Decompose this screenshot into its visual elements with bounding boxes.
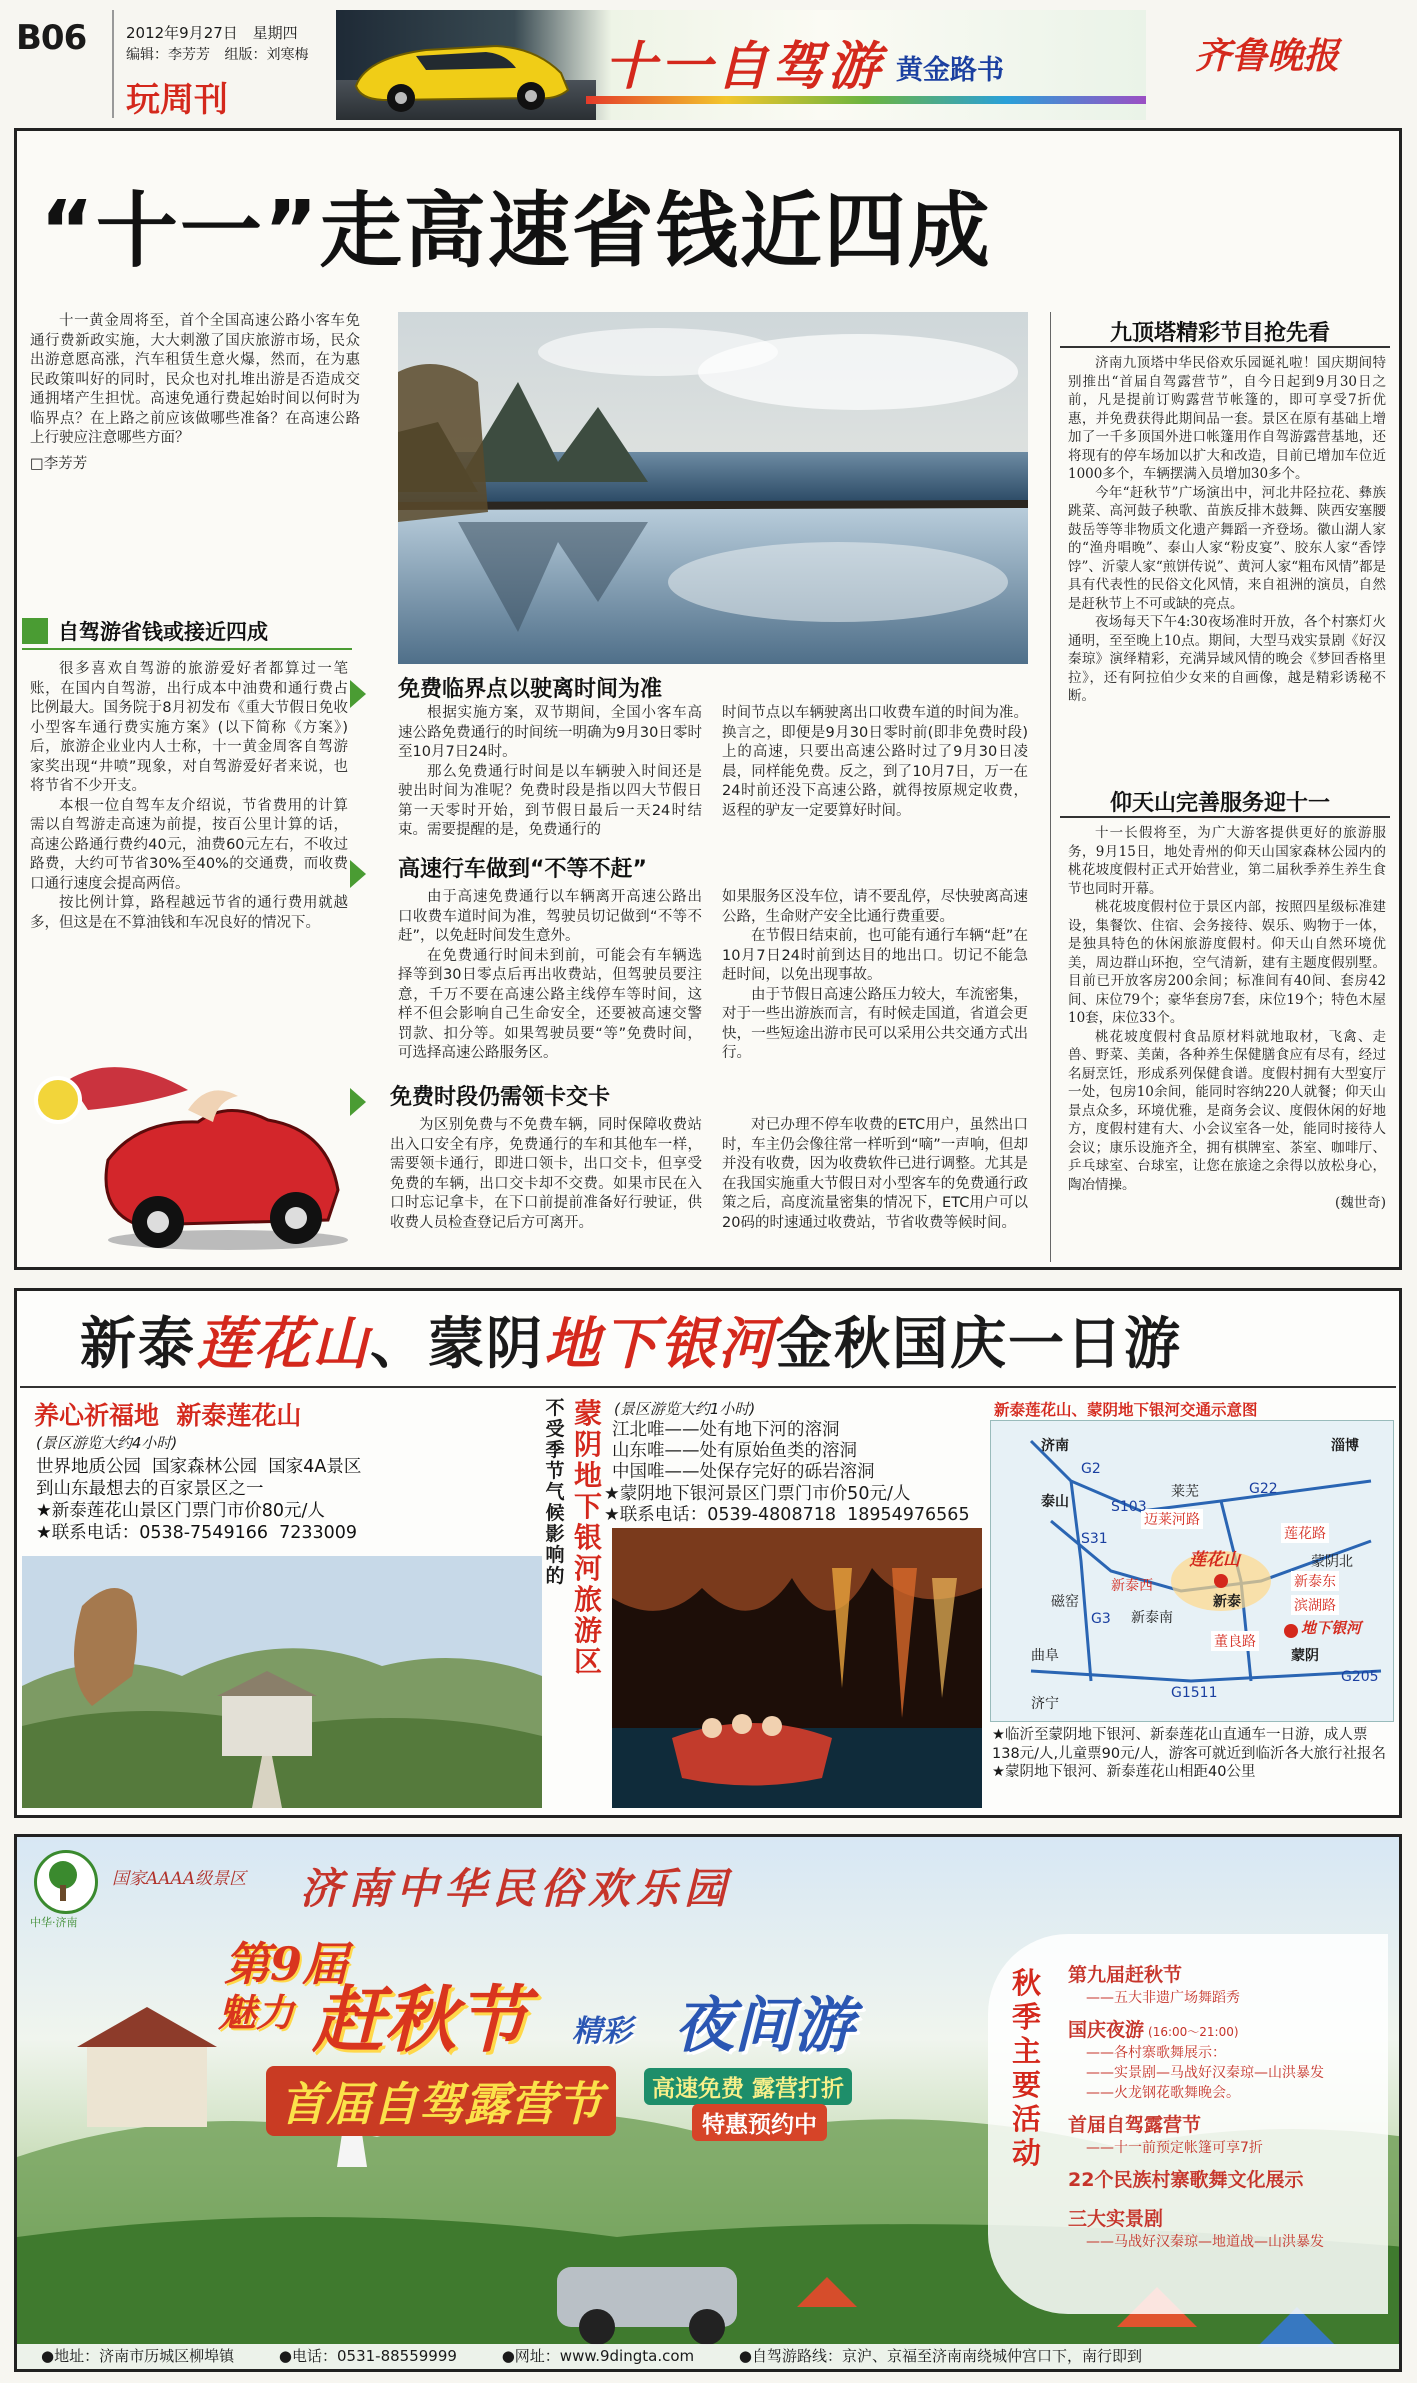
season-vertical <box>1012 1966 1044 2170</box>
layout-editor: 组版：刘寒梅 <box>224 47 309 63</box>
footer-phone: 电话：0531-88559999 <box>291 2347 457 2365</box>
season-vertical-text: 秋季主要活动 <box>1012 1966 1042 2170</box>
date: 2012年9月27日 <box>126 24 238 42</box>
event-5-sub: ——马战好汉秦琼—地道战—山洪暴发 <box>1086 2234 1324 2250</box>
footer-address-icon: ● <box>41 2347 55 2365</box>
sports-car-icon <box>346 28 576 114</box>
camping-festival: 首届自驾露营节 <box>266 2066 616 2136</box>
article-headline: “十一”走高速省钱近四成 <box>40 184 992 279</box>
ad1-mid-line4: ★蒙阴地下银河景区门票门市价50元/人 <box>604 1484 911 1504</box>
issue-date <box>126 22 298 43</box>
s2-col2 <box>722 704 1028 821</box>
sidebar-s1-p1: 济南九顶塔中华民俗欢乐园诞礼啦！国庆期间特别推出“首届自驾露营节”，自今日起到9月30日之前，凡是提前订购露营节帐篷的，即可享受7折优惠，并免费获得此期间品一套。景区在原有基础上增加了一千多顶国外进口帐篷用作自驾游露营基地，还将现有的停车场加以扩大和改造，目前已增加车位近1000多个，车辆摆满入员增加30多个。 <box>1068 355 1386 482</box>
s3-col1-p1: 由于高速免费通行以车辆离开高速公路出口收费车道时间为准，驾驶员切记做到“不等不赶”，以免赶时间发生意外。 <box>398 889 702 944</box>
ad1-mid-info <box>612 1420 875 1483</box>
map-road-g3: G3 <box>1091 1611 1111 1627</box>
s3-col1-p2: 在免费通行时间未到前，可能会有车辆选择等到30日零点后再出收费站，但驾驶员要注意，千万不要在高速公路主线停车等时间，这样不但会影响自己生命安全，还要被高速交警罚款、扣分等。如果驾驶员要“等”免费时间，可选择高速公路服务区。 <box>398 947 702 1061</box>
byline: □李芳芳 <box>30 455 88 472</box>
section-arrow-icon <box>350 1088 366 1116</box>
map-label-laiwu: 莱芜 <box>1171 1484 1199 1500</box>
event-5-title: 三大实景剧 <box>1068 2208 1164 2230</box>
event-5 <box>1068 2204 1388 2251</box>
editor: 编辑：李芳芳 <box>126 47 210 63</box>
footer-route-icon: ● <box>738 2347 753 2365</box>
ad1-mid-line2: 山东唯——处有原始鱼类的溶洞 <box>612 1441 857 1461</box>
sidebar-s2-p3: 桃花坡度假村食品原材料就地取材，飞禽、走兽、野菜、美菌，各种养生保健膳食应有尽有，经过名厨烹饪，形成系列保健食谱。度假村拥有大型宴厅一处，包房10余间，能同时容纳220人就餐；仰天山景点众多，环境优雅，是商务会议、度假休闲的好地方，度假村建有大、小会议室各一处，能同时接待人会议；康乐设施齐全，拥有棋牌室、茶室、咖啡厅、乒乓球室、台球室，让您在旅途之余得以放松身心，陶冶情操。 <box>1068 1028 1386 1193</box>
s4-col1 <box>390 1116 702 1233</box>
ad1-mid-vertical <box>544 1398 574 1587</box>
map-label-taishan: 泰山 <box>1041 1494 1069 1510</box>
s3-col2-p2: 在节假日结束前，也可能有通行车辆“赶”在10月7日24时前到达目的地出口。切记不能急赶时间，以免出现事故。 <box>722 928 1028 983</box>
map-road-g2: G2 <box>1081 1461 1101 1477</box>
festival-main: 赶秋节 <box>312 1977 529 2062</box>
map-road-s103: S103 <box>1111 1499 1147 1515</box>
s4-col2-p1: 对已办理不停车收费的ETC用户，虽然出口时，车主仍会像往常一样听到“嘀”一声响，但却并没有收费，因为收费软件已进行调整。尤其是在我国实施重大节假日对小型客车的免费通行政策之后，高度流量密集的情况下，ETC用户可以20码的时速通过收费站，节省收费等候时间。 <box>722 1117 1028 1231</box>
s1-p3: 按比例计算，路程越远节省的通行费用就越多，但这是在不算油钱和车况良好的情况下。 <box>30 895 348 931</box>
ad1-left-line2: 到山东最想去的百家景区之一 <box>36 1479 264 1499</box>
sidebar-s2-title: 仰天山完善服务迎十一 <box>1110 791 1331 816</box>
events-list <box>1068 1960 1388 2251</box>
article-intro <box>30 312 360 474</box>
ad1-left-sub: (景区游览大约4小时) <box>36 1434 178 1452</box>
event-2-title: 国庆夜游 <box>1068 2019 1145 2041</box>
paper-name: 齐鲁晚报 <box>1195 35 1340 77</box>
ad2-park-name: 济南中华民俗欢乐园 <box>300 1864 733 1913</box>
promo-1: 高速免费 露营打折 <box>644 2068 852 2105</box>
event-4 <box>1068 2165 1388 2192</box>
map-spot-lianhua: 莲花山 <box>1189 1550 1240 1570</box>
ad1-rule <box>20 1386 1396 1388</box>
map-label-dongliang: 董良路 <box>1211 1631 1259 1651</box>
footer-web-icon: ● <box>501 2347 515 2365</box>
map-label-xintai: 新泰 <box>1213 1594 1241 1610</box>
promo-2: 特惠预约中 <box>692 2104 827 2141</box>
map-spot-yinhe: 地下银河 <box>1301 1619 1362 1637</box>
sidebar-s1-body <box>1068 354 1386 706</box>
ad1-mid-vertical-red: 蒙阴地下银河旅游区 <box>574 1397 603 1678</box>
map-label-mengyin: 蒙阴 <box>1291 1648 1319 1664</box>
map-road-s31: S31 <box>1081 1531 1108 1547</box>
s2-col1 <box>398 704 702 841</box>
map-label-mailaihe: 迈莱河路 <box>1141 1509 1203 1529</box>
s3-col2 <box>722 888 1028 1064</box>
event-2-time: (16:00～21:00) <box>1148 2025 1239 2039</box>
ad1-left-line3: ★新泰莲花山景区门票门市价80元/人 <box>36 1501 325 1521</box>
night-main: 夜间游 <box>674 1991 854 2061</box>
event-2-title-row <box>1068 2015 1388 2042</box>
weekday: 星期四 <box>252 24 298 42</box>
cave-boat-photo <box>612 1528 982 1808</box>
header-banner <box>336 10 1146 120</box>
ad1-mid-line3: 中国唯——处保存完好的砾岩溶洞 <box>612 1462 875 1482</box>
banner-title: 十一自驾游 <box>604 36 885 97</box>
editors <box>126 44 308 64</box>
s1-title: 自驾游省钱或接近四成 <box>58 620 268 644</box>
header-divider <box>112 10 114 118</box>
event-2 <box>1068 2015 1388 2102</box>
ad1-mid-vertical-black: 不受季节气候影响的 <box>545 1397 565 1587</box>
sidebar-s2-p1: 十一长假将至，为广大游客提供更好的旅游服务，9月15日，地处青州的仰天山国家森林公园内的桃花坡度假村正式开始营业，第二届秋季养生养生食节也同时开幕。 <box>1068 825 1386 897</box>
sidebar-s1-p3: 夜场每天下午4:30夜场准时开放，各个村寨灯火通明，至至晚上10点。期间，大型马戏实景剧《好汉秦琼》演绎精彩，充满异域风情的晚会《梦回香格里拉》，还有阿拉伯少女来的自画像，越是精彩诱秘不断。 <box>1068 614 1386 704</box>
s4-title: 免费时段仍需领卡交卡 <box>390 1085 611 1110</box>
map-label-ciyao: 磁窑 <box>1051 1594 1079 1610</box>
lianhua-mountain-photo <box>22 1556 542 1808</box>
event-2-sub3: ——火龙钢花歌舞晚会。 <box>1086 2085 1240 2101</box>
s1-p2: 本根一位自驾车友介绍说，节省费用的计算需以自驾游走高速为前提，按百公里计算的话，高速公路通行费约40元，油费60元左右，不收过路费，大约可节省30%至40%的交通费，而收费口通行速度会提高两倍。 <box>30 797 348 892</box>
s3-title: 高速行车做到“不等不赶” <box>398 857 647 882</box>
s4-col1-p1: 为区别免费与不免费车辆，同时保障收费站出入口安全有序，免费通行的车和其他车一样，需要领卡通行，即进口领卡，出口交卡，但享受免费的车辆，出口交卡却不交费。如果市民在入口时忘记拿卡，在下口前提前准备好行驶证，供收费人员检查登记后方可离开。 <box>390 1117 702 1231</box>
ad1-left-title: 养心祈福地 新泰莲花山 <box>34 1401 302 1430</box>
ad1-map-title: 新泰莲花山、蒙阴地下银河交通示意图 <box>994 1401 1258 1419</box>
map-road-g1511: G1511 <box>1171 1685 1218 1701</box>
event-2-sub1: ——各村寨歌舞展示： <box>1086 2045 1226 2061</box>
sidebar-rule <box>1060 816 1390 818</box>
tree-logo-icon <box>37 1853 95 1911</box>
ad1-map-note2: ★蒙阴地下银河、新泰莲花山相距40公里 <box>992 1764 1256 1780</box>
festival-sub: 魅力 <box>218 1990 295 2035</box>
column-divider <box>1050 312 1051 1262</box>
s2-col2-p1: 时间节点以车辆驶离出口收费车道的时间为准。换言之，即便是9月30日零时前(即非免费时段)上的高速，只要出高速公路时过了9月30日凌晨，同样能免费。反之，到了10月7日，万一在24时前还没下高速公路，就得按原规定收费，返程的驴友一定要算好时间。 <box>722 705 1028 819</box>
ad1-title <box>80 1300 1182 1380</box>
event-3-sub: ——十一前预定帐篷可享7折 <box>1086 2140 1263 2156</box>
event-1-title: 第九届赶秋节 <box>1068 1964 1183 1986</box>
s1-title-box <box>22 612 352 650</box>
s2-col1-p2: 那么免费通行时间是以车辆驶入时间还是驶出时间为准呢？免费时段是指以四大节假日第一天零时开始，到节假日最后一天24时结束。需要提醒的是，免费通行的 <box>398 763 702 838</box>
banner-subtitle: 黄金路书 <box>896 55 1004 86</box>
ad1-mid-sub: (景区游览大约1小时) <box>614 1400 756 1418</box>
map-label-lianhualu: 莲花路 <box>1281 1523 1329 1543</box>
map-label-xintaidong: 新泰东 <box>1291 1571 1339 1591</box>
s3-col2-p3: 由于节假日高速公路压力较大，车流密集，对于一些出游族而言，有时候走国道，省道会更快，一些短途出游市民可以采用公共交通方式出行。 <box>722 986 1028 1061</box>
s1-p1: 很多喜欢自驾游的旅游爱好者都算过一笔账，在国内自驾游，出行成本中油费和通行费占比例最大。国务院于8月初发布《重大节假日免收小型客车通行费实施方案》(以下简称《方案》)后，旅游企业业内人士称，十一黄金周客自驾游家奖出现“井喷”现象，对自驾游爱好者来说，也将节省不少开支。 <box>30 661 348 794</box>
footer-route: 自驾游路线：京沪、京福至济南南绕城仲宫口下，南行即到 <box>752 2347 1143 2365</box>
ad2-rank: 国家AAAA级景区 <box>112 1869 247 1889</box>
ad1-mid-vertical-red-box <box>574 1398 608 1677</box>
sidebar-rule <box>1060 346 1390 348</box>
event-3-title: 首届自驾露营节 <box>1068 2114 1202 2136</box>
sidebar-s1-p2: 今年“赶秋节”广场演出中，河北井陉拉花、彝族跳菜、高河鼓子秧歌、苗族反排木鼓舞、陕西安塞腰鼓岳等等非物质文化遗产舞蹈一齐登场。徽山湖人家的“渔舟唱晚”、泰山人家“粉皮宴”、胶东人家“香饽饽”、沂蒙人家“煎饼传说”、黄河人家“粗布风情”都是具有代表性的民俗文化风情，来自祖洲的演员，自然是赶秋节上不可或缺的亮点。 <box>1068 484 1387 612</box>
ad1-title-yinhe: 地下银河 <box>544 1311 776 1377</box>
s2-title: 免费临界点以驶离时间为准 <box>398 677 663 702</box>
footer-phone-icon: ● <box>278 2347 292 2365</box>
ad1-title-lianhua: 莲花山 <box>196 1311 370 1377</box>
ad1-title-part3: 金秋国庆一日游 <box>776 1312 1182 1377</box>
footer-web: 网址：www.9dingta.com <box>514 2347 695 2365</box>
red-car-illustration <box>28 1040 348 1260</box>
map-road-g205: G205 <box>1341 1669 1379 1685</box>
s2-col1-p1: 根据实施方案，双节期间，全国小客车高速公路免费通行的时间统一明确为9月30日零时至10月7日24时。 <box>398 705 702 760</box>
intro-text: 十一黄金周将至，首个全国高速公路小客车免通行费新政实施，大大刺激了国庆旅游市场，民众出游意愿高涨，汽车租赁生意火爆，然而，在为惠民政策叫好的同时，民众也对扎堆出游是否造成交通拥堵产生担忧。高速免通行费起始时间以何时为临界点？在上路之前应该做哪些准备？在高速公路上行驶应注意哪些方面？ <box>30 313 360 446</box>
sidebar-s2-body <box>1068 824 1386 1213</box>
s3-col1 <box>398 888 702 1064</box>
map-label-xintaixi: 新泰西 <box>1111 1578 1153 1594</box>
section-arrow-icon <box>350 680 366 708</box>
ad1-map-note1: ★临沂至蒙阴地下银河、新泰莲花山直通车一日游，成人票138元/人,儿童票90元/人，游客可就近到临沂各大旅行社报名 <box>992 1727 1387 1762</box>
ad1-map-notes <box>992 1726 1392 1782</box>
ad1-mid-line1: 江北唯——处有地下河的溶洞 <box>612 1420 840 1440</box>
ad1-left-info <box>36 1456 361 1544</box>
landscape-photo <box>398 312 1028 664</box>
ad1-mid-price <box>604 1484 970 1526</box>
section-arrow-icon <box>350 860 366 888</box>
event-3 <box>1068 2110 1388 2157</box>
section-arrow-icon <box>22 618 48 644</box>
event-1-sub: ——五大非遗广场舞蹈秀 <box>1086 1990 1240 2006</box>
map-label-mengyinbei: 蒙阴北 <box>1311 1554 1353 1570</box>
map-road-g22: G22 <box>1249 1481 1278 1497</box>
map-label-binhu: 滨湖路 <box>1291 1595 1339 1615</box>
ad1-mid-line5: ★联系电话：0539-4808718 18954976565 <box>604 1505 970 1525</box>
s3-col2-p1: 如果服务区没车位，请不要乱停，尽快驶离高速公路，生命财产安全比通行费重要。 <box>722 889 1028 925</box>
sidebar-s2-credit: (魏世奇) <box>1334 1195 1386 1211</box>
ad1-map <box>990 1420 1394 1722</box>
map-label-jining: 济宁 <box>1031 1696 1059 1712</box>
page-code: B06 <box>16 18 87 58</box>
map-label-qufu: 曲阜 <box>1031 1648 1059 1664</box>
section-name: 玩周刊 <box>126 80 228 120</box>
ad2-logo-caption: 中华·济南 <box>30 1916 78 1929</box>
ad1-left-line1: 世界地质公园 国家森林公园 国家4A景区 <box>36 1457 362 1477</box>
event-2-sub2: ——实景剧—马战好汉秦琼—山洪暴发 <box>1086 2065 1324 2081</box>
night-tag: 精彩 <box>572 2014 632 2049</box>
ad2-logo <box>34 1850 98 1914</box>
s1-body <box>30 660 348 933</box>
map-label-zibo: 淄博 <box>1331 1438 1359 1454</box>
ad1-title-part1: 新泰 <box>80 1312 196 1377</box>
event-1 <box>1068 1960 1388 2007</box>
map-label-xintainan: 新泰南 <box>1131 1610 1173 1626</box>
map-label-jinan: 济南 <box>1041 1438 1069 1454</box>
ad1-left-line4: ★联系电话：0538-7549166 7233009 <box>36 1523 358 1543</box>
festival-prefix: 第9届 <box>224 1937 349 1991</box>
s4-col2 <box>722 1116 1028 1233</box>
sidebar-s2-p2: 桃花坡度假村位于景区内部，按照四星级标准建设，集餐饮、住宿、会务接待、娱乐、购物于一体，是独具特色的休闲旅游度假村。仰天山自然环境优美，周边群山环抱，空气清新，建有主题度假别墅。目前已开放客房200余间；标准间有40间、套房42间、床位79个；豪华套房7套，床位19个；特色木屋10套，床位33个。 <box>1068 899 1386 1026</box>
ad2-footer <box>17 2344 1399 2369</box>
ad1-title-part2: 、蒙阴 <box>370 1312 544 1377</box>
page-header <box>0 0 1417 128</box>
sidebar-s1-title: 九顶塔精彩节目抢先看 <box>1110 321 1331 346</box>
footer-address: 地址：济南市历城区柳埠镇 <box>54 2347 235 2365</box>
event-4-title: 22个民族村寨歌舞文化展示 <box>1068 2169 1304 2191</box>
